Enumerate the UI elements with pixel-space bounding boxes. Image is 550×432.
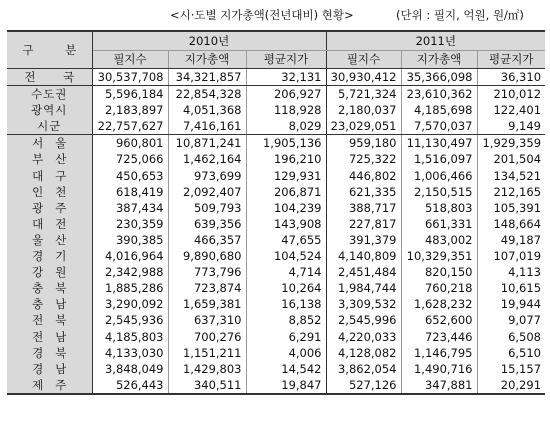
table-row xyxy=(7,151,545,167)
table-cell: 9,077 xyxy=(508,313,542,328)
table-cell: 30,930,412 xyxy=(326,69,401,86)
table-cell: 4,140,809 xyxy=(326,248,401,264)
table-cell: 391,379 xyxy=(326,232,401,248)
table-row xyxy=(7,329,545,345)
table-row xyxy=(7,200,545,216)
table-cell: 11,130,497 xyxy=(401,135,477,152)
table-cell: 230,359 xyxy=(92,216,168,232)
table-cell: 49,187 xyxy=(500,232,542,247)
table-row xyxy=(7,232,545,248)
table-cell: 148,664 xyxy=(493,216,542,231)
table-cell: 129,931 xyxy=(246,168,326,184)
table-row xyxy=(7,69,545,86)
table-title: <시·도별 지가총액(전년대비) 현황> xyxy=(170,8,354,22)
region-row-label: 울산 xyxy=(7,232,92,248)
table-cell: 19,847 xyxy=(246,377,326,394)
table-cell: 518,803 xyxy=(401,200,477,216)
year-header-2010: 2010년 xyxy=(92,31,326,51)
table-cell: 1,006,466 xyxy=(401,168,477,184)
region-row-label: 광주 xyxy=(7,200,92,216)
table-body xyxy=(7,69,545,394)
table-cell: 5,721,324 xyxy=(326,86,401,103)
table-row xyxy=(7,264,545,280)
region-row-label: 전남 xyxy=(7,329,92,345)
table-cell: 4,113 xyxy=(508,265,542,280)
table-cell: 760,218 xyxy=(401,280,477,296)
table-row xyxy=(7,118,545,135)
table-cell: 16,138 xyxy=(246,296,326,312)
table-cell: 47,655 xyxy=(246,232,326,248)
region-row-label: 경북 xyxy=(7,345,92,361)
table-cell: 10,615 xyxy=(500,281,542,296)
table-cell: 1,516,097 xyxy=(401,151,477,167)
table-cell: 1,984,744 xyxy=(326,280,401,296)
table-cell: 196,210 xyxy=(246,151,326,167)
region-row-label: 서울 xyxy=(7,135,92,152)
table-cell: 105,391 xyxy=(493,200,542,215)
table-cell: 7,416,161 xyxy=(168,118,246,135)
table-cell: 4,714 xyxy=(246,264,326,280)
region-row-label: 전북 xyxy=(7,312,92,328)
table-cell: 4,016,964 xyxy=(92,248,168,264)
table-cell: 639,356 xyxy=(168,216,246,232)
table-cell: 14,542 xyxy=(246,361,326,377)
table-cell: 1,659,381 xyxy=(168,296,246,312)
table-row xyxy=(7,312,545,328)
table-cell: 30,537,708 xyxy=(92,69,168,86)
table-cell: 618,419 xyxy=(92,184,168,200)
table-cell: 1,628,232 xyxy=(401,296,477,312)
table-cell: 10,329,351 xyxy=(401,248,477,264)
group-row-label: 시군 xyxy=(7,118,92,135)
table-cell: 2,545,936 xyxy=(92,312,168,328)
column-header: 필지수 xyxy=(92,51,168,69)
table-cell: 725,322 xyxy=(326,151,401,167)
table-cell: 820,150 xyxy=(401,264,477,280)
table-cell: 450,653 xyxy=(92,168,168,184)
region-row-label: 부산 xyxy=(7,151,92,167)
table-cell: 7,570,037 xyxy=(401,118,477,135)
unit-note: (단위 : 필지, 억원, 원/㎡) xyxy=(396,8,524,22)
table-row xyxy=(7,102,545,118)
table-cell: 6,508 xyxy=(508,329,542,344)
table-cell: 122,401 xyxy=(493,103,542,118)
column-header: 평균지가 xyxy=(246,51,326,69)
table-cell: 8,852 xyxy=(246,312,326,328)
column-header: 필지수 xyxy=(326,51,401,69)
table-cell: 466,357 xyxy=(168,232,246,248)
table-cell: 3,290,092 xyxy=(92,296,168,312)
table-cell: 4,185,698 xyxy=(401,102,477,118)
table-cell: 104,524 xyxy=(246,248,326,264)
table-cell: 6,510 xyxy=(508,345,542,360)
table-cell: 206,871 xyxy=(246,184,326,200)
table-cell: 3,309,532 xyxy=(326,296,401,312)
region-row-label: 대구 xyxy=(7,168,92,184)
year-header-2011: 2011년 xyxy=(326,31,545,51)
table-row xyxy=(7,296,545,312)
table-row xyxy=(7,377,545,394)
table-cell: 637,310 xyxy=(168,312,246,328)
table-cell: 387,434 xyxy=(92,200,168,216)
table-cell: 483,002 xyxy=(401,232,477,248)
table-cell: 652,600 xyxy=(401,312,477,328)
table-cell: 723,446 xyxy=(401,329,477,345)
table-cell: 22,854,328 xyxy=(168,86,246,103)
table-cell: 3,848,049 xyxy=(92,361,168,377)
column-header: 평균지가 xyxy=(477,51,545,69)
table-cell: 1,490,716 xyxy=(401,361,477,377)
region-row-label: 강원 xyxy=(7,264,92,280)
table-cell: 4,051,368 xyxy=(168,102,246,118)
table-row xyxy=(7,86,545,103)
table-cell: 959,180 xyxy=(326,135,401,152)
table-cell: 446,802 xyxy=(326,168,401,184)
table-row xyxy=(7,135,545,152)
table-cell: 143,908 xyxy=(246,216,326,232)
table-cell: 1,151,211 xyxy=(168,345,246,361)
table-cell: 107,019 xyxy=(493,249,542,264)
table-cell: 4,133,030 xyxy=(92,345,168,361)
column-header: 지가총액 xyxy=(168,51,246,69)
table-cell: 973,699 xyxy=(168,168,246,184)
table-cell: 3,862,054 xyxy=(326,361,401,377)
table-cell: 19,944 xyxy=(500,297,542,312)
table-cell: 206,927 xyxy=(246,86,326,103)
table-cell: 20,291 xyxy=(477,377,545,394)
table-cell: 8,029 xyxy=(246,118,326,135)
table-cell: 2,150,515 xyxy=(401,184,477,200)
table-cell: 526,443 xyxy=(92,377,168,394)
table-cell: 10,871,241 xyxy=(168,135,246,152)
table-cell: 527,126 xyxy=(326,377,401,394)
table-cell: 6,291 xyxy=(246,329,326,345)
region-row-label: 충남 xyxy=(7,296,92,312)
table-cell: 2,545,996 xyxy=(326,312,401,328)
table-row xyxy=(7,216,545,232)
region-row-label: 충북 xyxy=(7,280,92,296)
table-cell: 773,796 xyxy=(168,264,246,280)
table-row xyxy=(7,361,545,377)
region-row-label: 인천 xyxy=(7,184,92,200)
table-cell: 340,511 xyxy=(168,377,246,394)
table-cell: 2,183,897 xyxy=(92,102,168,118)
region-row-label: 경남 xyxy=(7,361,92,377)
table-cell: 104,239 xyxy=(246,200,326,216)
corner-header: 구 분 xyxy=(7,31,92,69)
total-row-label: 전 국 xyxy=(7,69,92,86)
table-cell: 388,717 xyxy=(326,200,401,216)
region-row-label: 제주 xyxy=(7,377,92,394)
table-cell: 661,331 xyxy=(401,216,477,232)
table-cell: 9,149 xyxy=(477,118,545,135)
table-cell: 9,890,680 xyxy=(168,248,246,264)
table-cell: 1,146,795 xyxy=(401,345,477,361)
table-cell: 118,928 xyxy=(246,102,326,118)
table-cell: 35,366,098 xyxy=(401,69,477,86)
table-cell: 1,905,136 xyxy=(246,135,326,152)
table-cell: 960,801 xyxy=(92,135,168,152)
table-cell: 4,185,803 xyxy=(92,329,168,345)
table-cell: 134,521 xyxy=(493,168,542,183)
table-cell: 2,092,407 xyxy=(168,184,246,200)
table-cell: 23,029,051 xyxy=(326,118,401,135)
table-cell: 390,385 xyxy=(92,232,168,248)
table-cell: 725,066 xyxy=(92,151,168,167)
table-cell: 1,885,286 xyxy=(92,280,168,296)
table-cell: 621,335 xyxy=(326,184,401,200)
table-cell: 36,310 xyxy=(477,69,545,86)
table-cell: 210,012 xyxy=(493,87,542,102)
table-cell: 23,610,362 xyxy=(401,86,477,103)
table-cell: 509,793 xyxy=(168,200,246,216)
group-row-label: 수도권 xyxy=(7,86,92,103)
table-cell: 212,165 xyxy=(493,184,542,199)
table-cell: 723,874 xyxy=(168,280,246,296)
table-cell: 10,264 xyxy=(246,280,326,296)
table-cell: 32,131 xyxy=(246,69,326,86)
group-row-label: 광역시 xyxy=(7,102,92,118)
table-cell: 201,504 xyxy=(493,152,542,167)
table-cell: 15,157 xyxy=(500,361,542,376)
table-cell: 347,881 xyxy=(401,377,477,394)
table-cell: 700,276 xyxy=(168,329,246,345)
table-row xyxy=(7,248,545,264)
table-cell: 227,817 xyxy=(326,216,401,232)
table-cell: 22,757,627 xyxy=(92,118,168,135)
table-cell: 4,128,082 xyxy=(326,345,401,361)
table-cell: 1,929,359 xyxy=(482,136,542,151)
table-row xyxy=(7,280,545,296)
region-row-label: 경기 xyxy=(7,248,92,264)
table-cell: 5,596,184 xyxy=(92,86,168,103)
table-row xyxy=(7,345,545,361)
column-header: 지가총액 xyxy=(401,51,477,69)
table-cell: 4,220,033 xyxy=(326,329,401,345)
table-row xyxy=(7,184,545,200)
table-cell: 2,342,988 xyxy=(92,264,168,280)
table-cell: 2,451,484 xyxy=(326,264,401,280)
table-cell: 1,429,803 xyxy=(168,361,246,377)
table-row xyxy=(7,168,545,184)
table-cell: 34,321,857 xyxy=(168,69,246,86)
region-row-label: 대전 xyxy=(7,216,92,232)
table-cell: 4,006 xyxy=(246,345,326,361)
land-value-table xyxy=(7,30,545,395)
caption xyxy=(0,0,550,30)
table-cell: 1,462,164 xyxy=(168,151,246,167)
table-cell: 2,180,037 xyxy=(326,102,401,118)
